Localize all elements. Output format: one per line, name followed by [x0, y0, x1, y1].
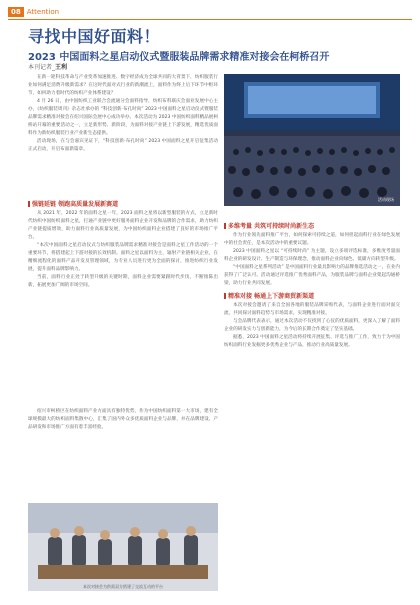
page-number: 08 — [8, 7, 24, 17]
bottom-photo-image — [28, 503, 218, 591]
article-title: 寻找中国好面料！ — [28, 27, 161, 46]
section1-continued — [28, 408, 218, 504]
right-paragraph: 作为行业领先面料推广平台，如何探索可持续之道，如何担起面料行业在绿色发展中的社会责任，是本次活动中的重要议题。 — [224, 233, 400, 246]
right-paragraph: 据悉，2023 中国面料之星活动将持续开展征集、评选与推广工作，致力于为中国纺织面料行业发掘更多优秀企业与产品，推动行业高质量发展。 — [224, 335, 400, 348]
photo-caption: 活动现场 — [378, 197, 394, 202]
right-paragraph: “中国面料之星系列活动” 是中国面料行业最具影响力的品牌推选活动之一，在业内获得了广泛认可。活动通过评选推广优秀面料产品，为服装品牌与面料企业架起沟通桥梁，助力行业共同发展。 — [224, 265, 400, 286]
section1-paragraph: “本次中国面料之星启动仪式与纺织服装品牌需求精准对接会是面料之星工作活动的一个重要环节，将搭建起上下游对接的长效机制。面料之星以面料为主，辐射产业链相关企业，在精细流程化的面料产品开发及管理领域，为专业人员进行更为全面的探讨，推进纺织行业发展，提升面料品牌影响力。 — [28, 243, 218, 272]
right-heading-2-text: 精准对接 畅通上下游商贸新渠道 — [228, 293, 315, 300]
section1-paragraph: 从 2021 年，2022 年的面料之星一年，2023 面料之星将以新型服装的方式，立足新时代纺织中国纺织面料之星，打通产业链中更好服务面料企业开发和品牌的合作需求，助力纺织产业链提质增效，助力面料行业高质量发展，为中国纺织面料企业搭建了良好的市场推广平台。 — [28, 211, 218, 240]
byline-prefix: 本刊记者_ — [28, 64, 56, 71]
intro-paragraph: 在新一轮科技革命与产业变革加速推进、数字经济成为全球共同的大背景下，纺织服装行业如何满足消费升级新需求？在这时代面对式行业的新潮流上，面料作为终上后下环节中枢环节，如何助力着时代的纺织产业体系建设？ — [28, 75, 218, 96]
heading-marker — [224, 293, 226, 299]
intro-paragraph: 4 月 26 日，由中国纺织工业联合会流通分会面料指导，纺织布料联庆会面业发展中心主办，《纺织服装周刊》杂志社承办的 “科技创新·布孔时尚” 2023 中国面料之星启动仪式暨服装品牌需求精准对接会在绍兴国际会展中心成功举办。本次活动为 2023 中国纺织面料精品展柯桥站开幕的重要活动之一，立足新形势、新阶段，为面料对接产业链上下游发展，精选优质面料作为新纺织服装行业产业新生态提供。 — [28, 99, 218, 136]
event-photo-image — [224, 74, 400, 206]
right-heading-2 — [224, 292, 400, 302]
section-label: Attention — [26, 8, 60, 16]
section1-heading-text: 强链延链 领跑高质量发展新赛道 — [32, 201, 119, 208]
right-paragraph: 本次对接会邀请了来自全国各地的服装品牌采购代表，与面料企业进行面对面交流，共同探讨面料趋势与市场需求，实现精准对接。 — [224, 303, 400, 316]
right-heading-1-text: 多维考量 共筑可持续时尚新生态 — [228, 223, 315, 230]
right-heading-1 — [224, 222, 400, 232]
section1-paragraph: 当前，面料行业正处于转型升级的关键时期，面料企业需要紧跟时代步伐，不断推陈出新，拓展更加广阔的市场空间。 — [28, 275, 218, 288]
section1-column — [28, 200, 218, 398]
header-divider — [8, 19, 412, 20]
heading-marker — [224, 223, 226, 229]
right-paragraph: 与会品牌代表表示，通过本次活动不仅找到了心仪的优质面料，更深入了解了面料企业的研发实力与创新能力，为今后的长期合作奠定了坚实基础。 — [224, 319, 400, 332]
byline-author: 王利 — [55, 64, 68, 71]
bottom-photo-caption: 本次对接会为供需双方搭建了交流互动的平台 — [83, 584, 163, 589]
intro-paragraph: 活动现场，在与会嘉宾见证下，“科技创新·布孔时尚” 2023 中国面料之星开启征集活动正式启动，开启布面新篇章。 — [28, 139, 218, 152]
right-column — [224, 222, 400, 597]
intro-column — [28, 74, 218, 198]
event-photo — [224, 74, 400, 206]
section1-paragraph: 绍兴市柯桥区在纺织面料产业方面具有独特优势，作为中国纺织面料第一大市场，建有全球规模最大的纺织面料集散中心，汇集了国内外众多优质面料企业与品牌，并在品牌建设、产品研发和市场推广方面有着丰富经验。 — [28, 409, 218, 430]
heading-marker — [28, 201, 30, 207]
page-header — [8, 6, 59, 18]
right-paragraph: 2023 中国面料之星以 “可持续时尚” 为主题，设立多项评选标准，多维度考量面料企业的研发设计、生产制造与环保理念，推动面料企业向绿色、低碳方向转型升级。 — [224, 249, 400, 262]
bottom-photo — [28, 503, 218, 591]
section1-heading — [28, 200, 218, 210]
byline — [28, 62, 67, 71]
article-subtitle: 2023 中国面料之星启动仪式暨服装品牌需求精准对接会在柯桥召开 — [28, 52, 330, 63]
